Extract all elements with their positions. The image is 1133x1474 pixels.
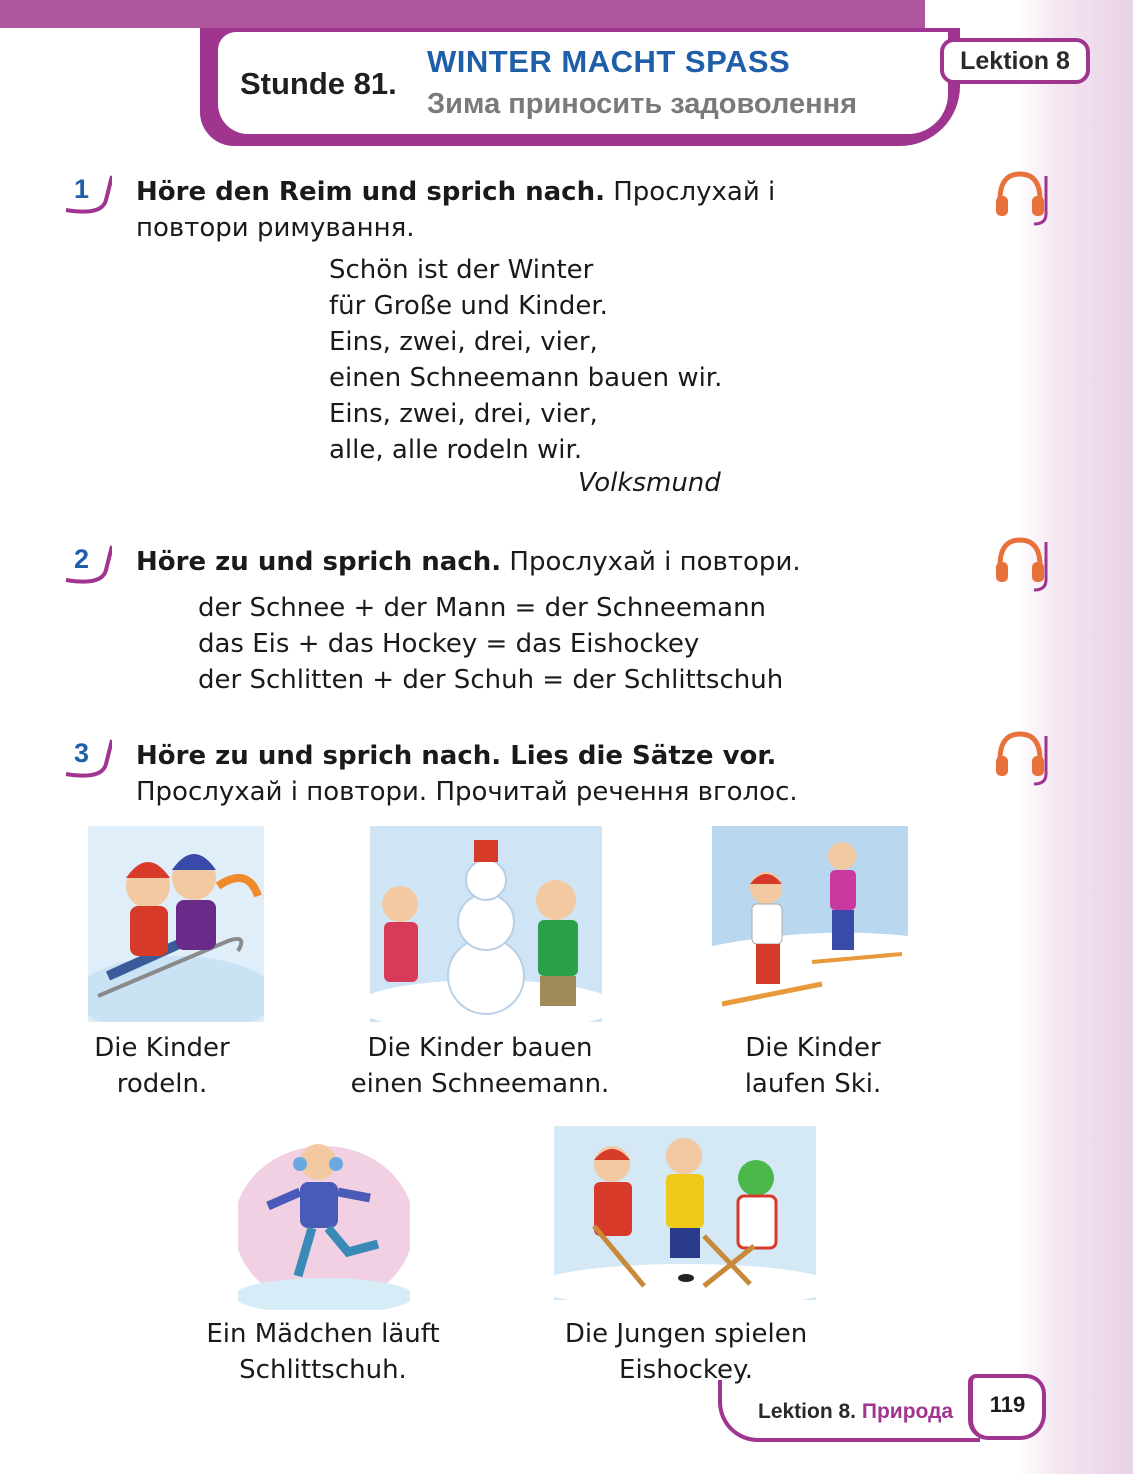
compound-line: der Schnee + der Mann = der Schneemann xyxy=(198,593,767,623)
exercise-number-2: 2 xyxy=(62,542,112,586)
poem-line: einen Schneemann bauen wir. xyxy=(329,363,723,393)
instruction-ukrainian: Прослухай і повтори. xyxy=(509,547,801,577)
header-top-band xyxy=(0,0,925,28)
sledding-picture xyxy=(88,826,264,1022)
headphones-icon[interactable] xyxy=(990,532,1050,592)
footer-lesson-label: Lektion 8. Природа xyxy=(758,1400,954,1423)
headphones-icon[interactable] xyxy=(990,726,1050,786)
exercise-3-instruction xyxy=(136,738,896,810)
headphones-icon[interactable] xyxy=(990,166,1050,226)
instruction-german: Höre zu und sprich nach. Lies die Sätze vor. xyxy=(136,741,777,771)
caption-snowman: Die Kinder bauen einen Schneemann. xyxy=(350,1033,610,1099)
instruction-german: Höre den Reim und sprich nach. xyxy=(136,177,605,207)
caption-skating: Ein Mädchen läuft Schlittschuh. xyxy=(206,1319,440,1385)
snowman-picture xyxy=(370,826,602,1022)
instruction-german: Höre zu und sprich nach. xyxy=(136,547,502,577)
poem-line: alle, alle rodeln wir. xyxy=(329,435,583,465)
compound-words xyxy=(198,590,783,698)
instruction-ukrainian: Прослухай і повтори римування. xyxy=(136,177,776,243)
skating-picture xyxy=(238,1126,410,1310)
compound-line: das Eis + das Hockey = das Eishockey xyxy=(198,629,700,659)
poem-line: Eins, zwei, drei, vier, xyxy=(329,399,598,429)
exercise-number-1: 1 xyxy=(62,172,112,216)
hockey-picture xyxy=(554,1126,816,1300)
exercise-1-instruction xyxy=(136,174,896,246)
exercise-number-3: 3 xyxy=(62,736,112,780)
caption-skiing: Die Kinder laufen Ski. xyxy=(744,1033,882,1099)
exercise-2-instruction xyxy=(136,544,896,580)
lesson-title-ukrainian: Зима приносить задоволення xyxy=(427,88,858,120)
lektion-badge: Lektion 8 xyxy=(940,38,1090,84)
lesson-title-german: WINTER MACHT SPASS xyxy=(427,44,791,79)
caption-hockey: Die Jungen spielen Eishockey. xyxy=(564,1319,808,1385)
page-number: 119 xyxy=(968,1374,1046,1440)
caption-sledding: Die Kinder rodeln. xyxy=(94,1033,230,1099)
compound-line: der Schlitten + der Schuh = der Schlittschuh xyxy=(198,665,784,695)
poem xyxy=(329,252,722,468)
poem-line: Schön ist der Winter xyxy=(329,255,594,285)
lesson-number: Stunde 81. xyxy=(240,66,397,101)
skiing-picture xyxy=(712,826,908,1022)
poem-author: Volksmund xyxy=(578,468,721,498)
instruction-ukrainian: Прослухай і повтори. Прочитай речення вголос. xyxy=(136,777,798,807)
poem-line: für Große und Kinder. xyxy=(329,291,608,321)
poem-line: Eins, zwei, drei, vier, xyxy=(329,327,598,357)
